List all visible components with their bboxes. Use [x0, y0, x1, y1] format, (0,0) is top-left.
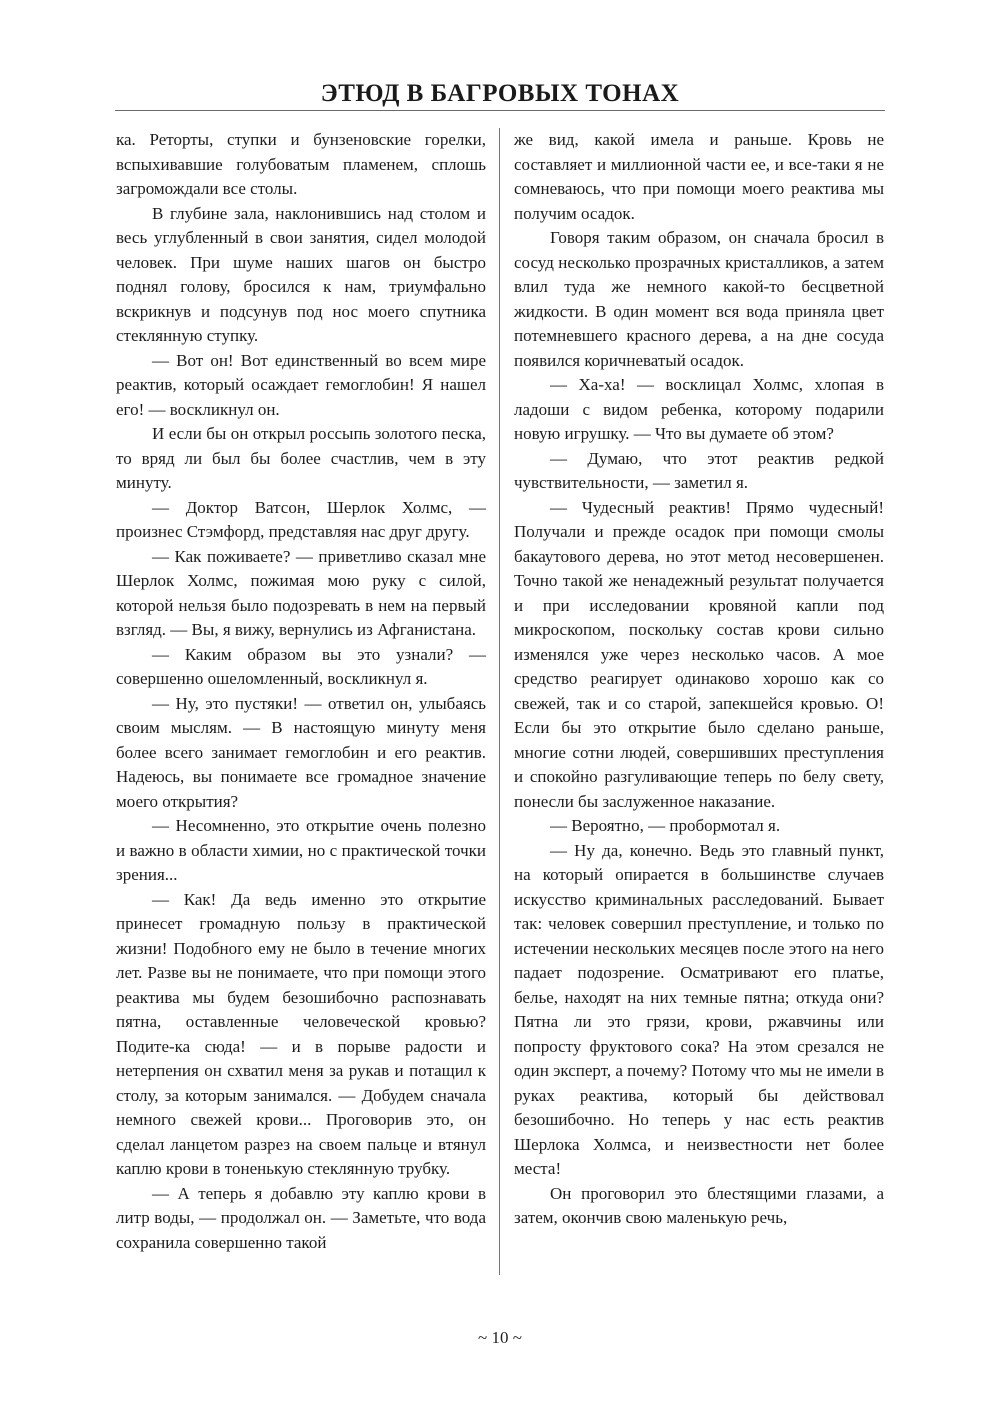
- column-divider: [499, 128, 500, 1275]
- paragraph: — Ха-ха! — восклицал Холмс, хлопая в ладоши с видом ребенка, которому подарили новую игрушку. — Что вы думаете об этом?: [514, 375, 884, 443]
- paragraph: же вид, какой имела и раньше. Кровь не составляет и миллионной части ее, и все-таки я не сомневаюсь, что при помощи моего реактива мы получим осадок.: [514, 130, 884, 223]
- running-head-title: ЭТЮД В БАГРОВЫХ ТОНАХ: [320, 80, 680, 107]
- paragraph: Говоря таким образом, он сначала бросил в сосуд несколько прозрачных кристалликов, а затем влил туда же немного какой-то бесцветной жидкости. В один момент вся вода приняла цвет потемневшего красного дерева, а на дне сосуда появился коричневатый осадок.: [514, 228, 884, 370]
- paragraph: — Вероятно, — пробормотал я.: [550, 816, 781, 835]
- paragraph: — Каким образом вы это узнали? — совершенно ошеломленный, воскликнул я.: [116, 644, 486, 688]
- text-column-left: [116, 128, 486, 1255]
- header-rule: [115, 110, 885, 111]
- paragraph: — Ну, это пустяки! — ответил он, улыбаясь своим мыслям. — В настоящую минуту меня более всего занимает гемоглобин и его реактив. Надеюсь, вы понимаете все громадное значение моего открытия?: [116, 693, 486, 811]
- paragraph: — Вот он! Вот единственный во всем мире реактив, который осаждает гемоглобин! Я нашел его! — воскликнул он.: [116, 350, 486, 419]
- paragraph: ка. Реторты, ступки и бунзеновские горелки, вспыхивавшие голубоватым пламенем, сплошь загромождали все столы.: [116, 130, 486, 198]
- paragraph: — Доктор Ватсон, Шерлок Холмс, — произнес Стэмфорд, представляя нас друг другу.: [116, 497, 486, 541]
- paragraph: — Как поживаете? — приветливо сказал мне Шерлок Холмс, пожимая мою руку с силой, которой нельзя было подозревать в нем на первый взгляд. — Вы, я вижу, вернулись из Афганистана.: [116, 546, 486, 639]
- paragraph: — Думаю, что этот реактив редкой чувствительности, — заметил я.: [514, 448, 884, 492]
- page-number: ~ 10 ~: [478, 1328, 522, 1347]
- paragraph: — Ну да, конечно. Ведь это главный пункт, на который опирается в большинстве случаев искусство криминальных расследований. Бывает так: человек совершил преступление, и только по истечении нескольких месяцев после этого на него падает подозрение. Осматривают его платье, белье, находят на них темные пятна; откуда они? Пятна ли это грязи, крови, ржавчины или попросту фруктового сока? На этом срезался не один эксперт, а почему? Потому что мы не имели в руках реактива, который бы действовал безошибочно. Но теперь у нас есть реактив Шерлока Холмса, и неизвестности нет более места!: [514, 840, 884, 1178]
- paragraph: Он проговорил это блестящими глазами, а затем, окончив свою маленькую речь,: [514, 1183, 884, 1227]
- paragraph: И если бы он открыл россыпь золотого песка, то вряд ли был бы более счастлив, чем в эту минуту.: [116, 424, 486, 492]
- text-column-right: [514, 128, 884, 1231]
- paragraph: — А теперь я добавлю эту каплю крови в литр воды, — продолжал он. — Заметьте, что вода сохранила совершенно такой: [116, 1183, 486, 1252]
- paragraph: В глубине зала, наклонившись над столом и весь углубленный в свои занятия, сидел молодой человек. При шуме наших шагов он быстро поднял голову, бросился к нам, триумфально вскрикнув и подсунув под нос моего спутника стеклянную ступку.: [116, 203, 486, 345]
- paragraph: — Как! Да ведь именно это открытие принесет громадную пользу в практической жизни! Подобного ему не было в течение многих лет. Разве вы не понимаете, что при помощи этого реактива мы будем безошибочно распознавать пятна, оставленные человеческой кровью? Подите-ка сюда! — и в порыве радости и нетерпения он схватил меня за рукав и потащил к столу, за которым занимался. — Добудем сначала немного свежей крови... Проговорив это, он сделал ланцетом разрез на своем пальце и втянул каплю крови в тоненькую стеклянную трубку.: [116, 889, 486, 1178]
- paragraph: — Несомненно, это открытие очень полезно и важно в области химии, но с практической точки зрения...: [116, 816, 486, 884]
- paragraph: — Чудесный реактив! Прямо чудесный! Получали и прежде осадок при помощи смолы бакаутового дерева, но этот метод несовершенен. Точно такой же ненадежный результат получается и при исследовании кровяной капли под микроскопом, поскольку состав крови сильно изменялся уже через несколько часов. А мое средство реагирует одинаково хорошо как со свежей, так и со старой, запекшейся кровью. О! Если бы это открытие было сделано раньше, многие сотни людей, совершивших преступления и спокойно разгуливающие теперь по белу свету, понесли бы заслуженное наказание.: [514, 497, 884, 811]
